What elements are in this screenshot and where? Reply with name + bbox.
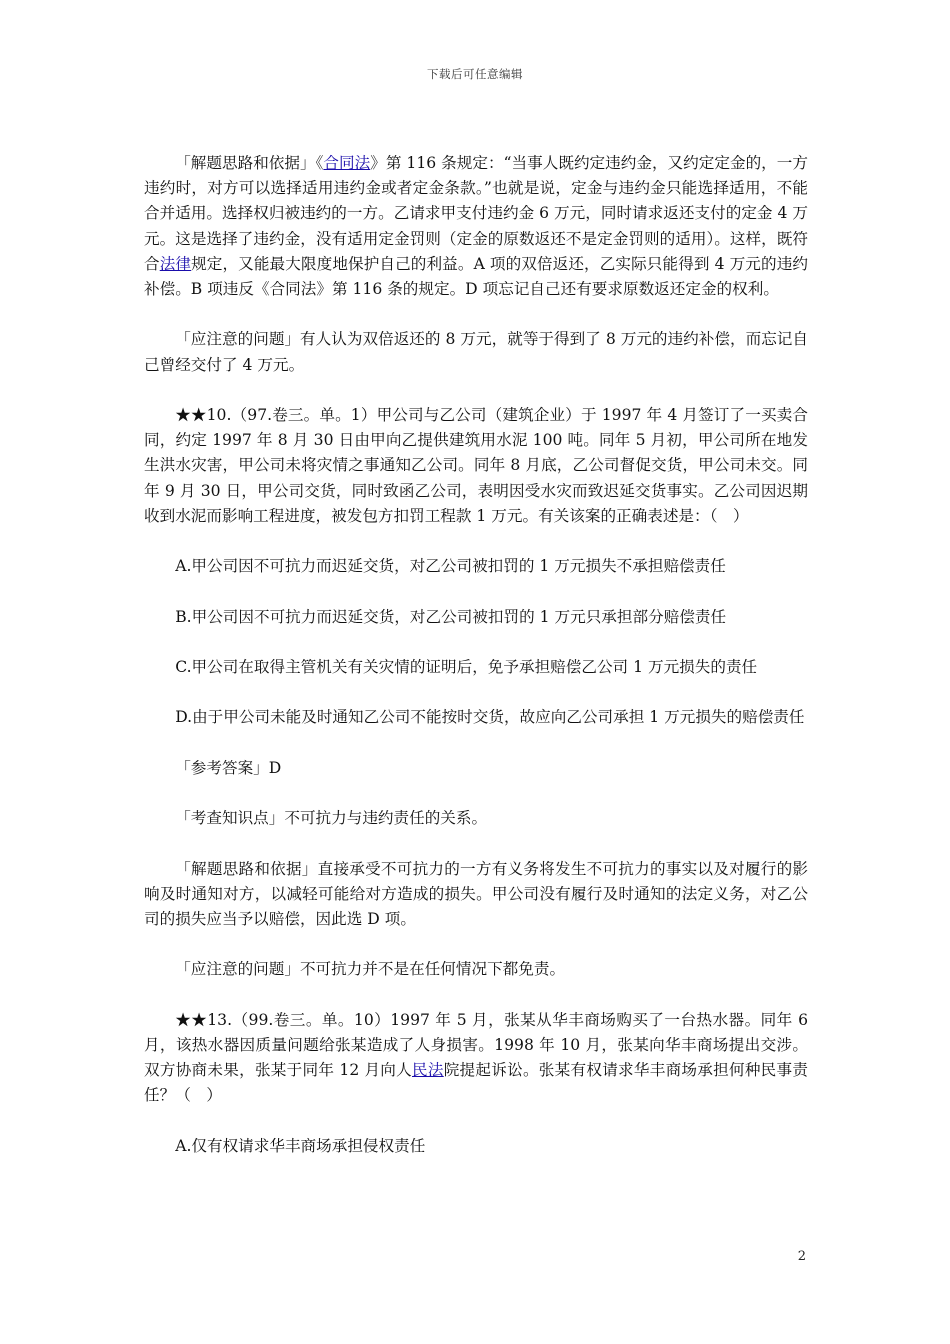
option-a: A.甲公司因不可抗力而迟延交货，对乙公司被扣罚的 1 万元损失不承担赔偿责任: [175, 557, 726, 576]
text-segment: ★★13.（99.卷三。单。10）1997 年 5 月，张某从华丰商场购买了一台热水器。同年 6 月，该热水器因质量问题给张某造成了人身损害。1998 年 10 月，张某向华丰商场提出交涉。双方协商未果，张某于同年 12 月向人: [144, 1010, 808, 1080]
option-d: D.由于甲公司未能及时通知乙公司不能按时交货，故应向乙公司承担 1 万元损失的赔偿责任: [175, 708, 805, 727]
explanation-paragraph: [144, 151, 808, 302]
text-segment: 》第 116 条规定：“当事人既约定违约金，又约定定金的，一方违约时，对方可以选择适用违约金或者定金条款。”也就是说，定金与违约金只能选择适用，不能合并适用。选择权归被违约的一方。乙请求甲支付违约金 6 万元，同时请求返还支付的定金 4 万元。这是选择了违约金，没有适用定金罚则（定金的原数返还不是定金罚则的适用）。这样，既符合: [144, 154, 808, 273]
question-10-paragraph: ★★10.（97.卷三。单。1）甲公司与乙公司（建筑企业）于 1997 年 4 月签订了一买卖合同，约定 1997 年 8 月 30 日由甲向乙提供建筑用水泥 100 吨。同年 5 月初，甲公司所在地发生洪水灾害，甲公司未将灾情之事通知乙公司。同年 8 月底，乙公司督促交货，甲公司未交。同年 9 月 30 日，甲公司交货，同时致函乙公司，表明因受水灾而致迟延交货事实。乙公司因迟期收到水泥而影响工程进度，被发包方扣罚工程款 1 万元。有关该案的正确表述是：（ ）: [144, 406, 808, 525]
reasoning-paragraph: 「解题思路和依据」直接承受不可抗力的一方有义务将发生不可抗力的事实以及对履行的影响及时通知对方，以减轻可能给对方造成的损失。甲公司没有履行及时通知的法定义务，对乙公司的损失应当予以赔偿，因此选 D 项。: [144, 859, 808, 928]
attention-paragraph-2: 「应注意的问题」不可抗力并不是在任何情况下都免责。: [175, 960, 566, 979]
attention-paragraph: 「应注意的问题」有人认为双倍返还的 8 万元，就等于得到了 8 万元的违约补偿，而忘记自己曾经交付了 4 万元。: [144, 330, 808, 374]
contract-law-link[interactable]: 合同法: [323, 154, 371, 172]
document-body: [144, 151, 808, 1184]
text-segment: 院提起诉讼。张某有权请求华丰商场承担何种民事责任？（ ）: [144, 1061, 808, 1105]
option-c: C.甲公司在取得主管机关有关灾情的证明后，免予承担赔偿乙公司 1 万元损失的责任: [175, 657, 758, 676]
text-segment: 规定，又能最大限度地保护自己的利益。A 项的双倍返还，乙实际只能得到 4 万元的违约补偿。B 项违反《合同法》第 116 条的规定。D 项忘记自己还有要求原数返还定金的权利。: [144, 254, 808, 299]
question-13-option-a: A.仅有权请求华丰商场承担侵权责任: [175, 1136, 426, 1155]
reference-answer: 「参考答案」D: [175, 758, 282, 777]
text-segment: 「解题思路和依据」《: [175, 154, 324, 172]
civil-law-link[interactable]: 民法: [412, 1061, 444, 1080]
page-header: 下载后可任意编辑: [427, 67, 523, 81]
knowledge-point: 「考查知识点」不可抗力与违约责任的关系。: [175, 809, 488, 828]
law-link[interactable]: 法律: [159, 254, 192, 273]
option-b: B.甲公司因不可抗力而迟延交货，对乙公司被扣罚的 1 万元只承担部分赔偿责任: [175, 607, 727, 626]
page-number: 2: [797, 1249, 806, 1264]
question-13-paragraph: [144, 1008, 808, 1109]
